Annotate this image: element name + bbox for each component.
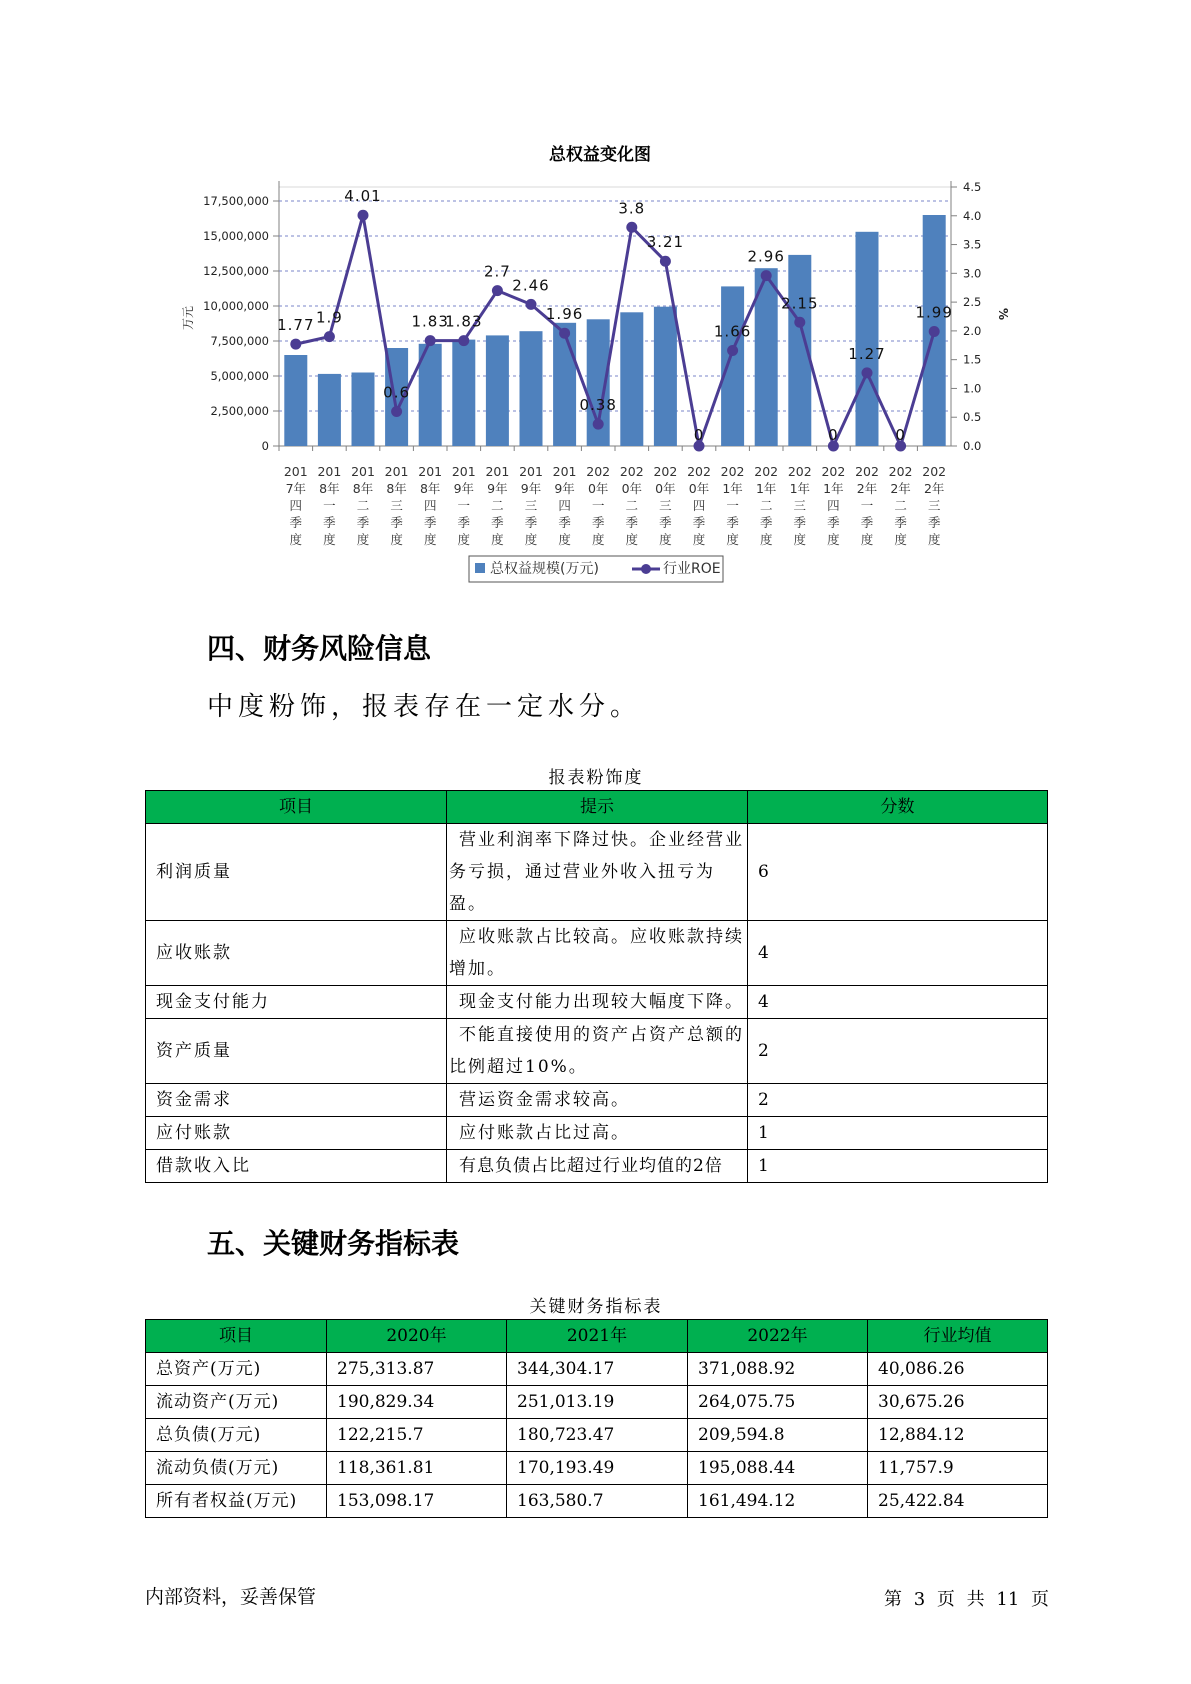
tip-cell: 营运资金需求较高。 bbox=[447, 1084, 748, 1117]
x-tick-label: 202 1年三季度 bbox=[787, 464, 812, 547]
x-tick-label: 201 7年四季度 bbox=[283, 464, 308, 547]
kpi-table bbox=[145, 1319, 1048, 1518]
tip-cell: 营业利润率下降过快。企业经营业务亏损，通过营业外收入扭亏为盈。 bbox=[447, 824, 748, 921]
x-tick-label: 201 8年二季度 bbox=[351, 464, 375, 547]
risk-summary-text: 中度粉饰，报表存在一定水分。 bbox=[207, 692, 642, 722]
header-cell: 提示 bbox=[447, 791, 748, 824]
roe-data-label: 2.46 bbox=[512, 276, 550, 295]
item-cell: 资产质量 bbox=[146, 1019, 447, 1084]
x-tick-label: 202 2年二季度 bbox=[888, 464, 913, 547]
y-tick-label-right: 3.0 bbox=[963, 266, 982, 281]
roe-point bbox=[492, 285, 503, 296]
roe-point bbox=[727, 345, 738, 356]
roe-data-label: 1.77 bbox=[277, 316, 315, 335]
roe-data-label: 0 bbox=[895, 426, 906, 444]
bar bbox=[553, 323, 576, 446]
footer-confidential-note: 内部资料，妥善保管 bbox=[145, 1586, 317, 1608]
item-cell: 总资产(万元) bbox=[146, 1353, 327, 1386]
roe-data-label: 0 bbox=[828, 426, 839, 444]
y-tick-label-right: 2.0 bbox=[963, 323, 982, 338]
y-axis-label-left: 万元 bbox=[181, 305, 195, 331]
x-tick-label: 201 9年一季度 bbox=[451, 464, 476, 547]
value-cell: 161,494.12 bbox=[688, 1485, 868, 1518]
y-tick-label-left: 10,000,000 bbox=[203, 299, 269, 313]
score-cell: 2 bbox=[748, 1019, 1048, 1084]
roe-point bbox=[458, 335, 469, 346]
roe-data-label: 1.83 bbox=[445, 312, 483, 331]
item-cell: 总负债(万元) bbox=[146, 1419, 327, 1452]
roe-point bbox=[626, 222, 637, 233]
roe-data-label: 1.27 bbox=[848, 344, 886, 363]
equity-chart bbox=[0, 0, 1191, 600]
table-row bbox=[146, 824, 1048, 921]
x-tick-label: 202 1年二季度 bbox=[754, 464, 779, 547]
risk-table-header-row bbox=[146, 791, 1048, 824]
x-tick-label: 202 2年一季度 bbox=[855, 464, 879, 547]
roe-data-label: 1.99 bbox=[915, 303, 953, 322]
roe-point bbox=[660, 256, 671, 267]
header-cell: 项目 bbox=[146, 1320, 327, 1353]
table-row bbox=[146, 1353, 1048, 1386]
item-cell: 资金需求 bbox=[146, 1084, 447, 1117]
x-tick-label: 202 1年一季度 bbox=[720, 464, 745, 547]
section-5-title: 五、关键财务指标表 bbox=[207, 1227, 460, 1260]
item-cell: 现金支付能力 bbox=[146, 986, 447, 1019]
value-cell: 209,594.8 bbox=[688, 1419, 868, 1452]
item-cell: 应收账款 bbox=[146, 921, 447, 986]
roe-data-label: 4.01 bbox=[344, 187, 382, 206]
header-cell: 分数 bbox=[748, 791, 1048, 824]
roe-data-label: 2.7 bbox=[483, 262, 511, 281]
roe-point bbox=[425, 335, 436, 346]
header-cell: 2022年 bbox=[688, 1320, 868, 1353]
x-tick-label: 202 2年三季度 bbox=[922, 464, 947, 547]
legend-line-label: 行业ROE bbox=[663, 561, 721, 577]
bar bbox=[654, 307, 677, 446]
value-cell: 153,098.17 bbox=[327, 1485, 507, 1518]
value-cell: 195,088.44 bbox=[688, 1452, 868, 1485]
score-cell: 6 bbox=[748, 824, 1048, 921]
kpi-table-header-row bbox=[146, 1320, 1048, 1353]
score-cell: 1 bbox=[748, 1117, 1048, 1150]
tip-cell: 应收账款占比较高。应收账款持续增加。 bbox=[447, 921, 748, 986]
x-tick-label: 202 1年四季度 bbox=[821, 464, 846, 547]
y-tick-label-right: 1.0 bbox=[963, 381, 982, 396]
y-tick-label-right: 2.5 bbox=[963, 295, 982, 310]
roe-data-label: 1.66 bbox=[713, 322, 752, 341]
roe-data-label: 3.8 bbox=[618, 199, 646, 218]
header-cell: 行业均值 bbox=[868, 1320, 1048, 1353]
roe-point bbox=[559, 328, 570, 339]
roe-point bbox=[794, 317, 805, 328]
value-cell: 12,884.12 bbox=[868, 1419, 1048, 1452]
roe-point bbox=[526, 299, 537, 310]
x-tick-label: 202 0年四季度 bbox=[687, 464, 711, 547]
risk-table bbox=[145, 790, 1048, 1183]
x-tick-label: 201 9年三季度 bbox=[519, 464, 543, 547]
x-tick-label: 201 8年三季度 bbox=[384, 464, 409, 547]
x-tick-label: 202 0年三季度 bbox=[653, 464, 678, 547]
section-4-title: 四、财务风险信息 bbox=[207, 632, 432, 665]
roe-point bbox=[391, 406, 402, 417]
roe-data-label: 2.15 bbox=[781, 294, 819, 313]
legend-bar-label: 总权益规模(万元) bbox=[490, 561, 599, 577]
roe-data-label: 2.96 bbox=[747, 247, 785, 266]
score-cell: 2 bbox=[748, 1084, 1048, 1117]
y-tick-label-right: 3.5 bbox=[963, 237, 982, 252]
table-row bbox=[146, 1150, 1048, 1183]
legend-bar-swatch bbox=[475, 563, 485, 573]
tip-cell: 现金支付能力出现较大幅度下降。 bbox=[447, 986, 748, 1019]
x-tick-label: 201 9年二季度 bbox=[485, 464, 510, 547]
bar bbox=[486, 335, 509, 446]
header-cell: 2020年 bbox=[327, 1320, 507, 1353]
y-tick-label-right: 0.5 bbox=[963, 410, 982, 425]
roe-data-label: 1.83 bbox=[411, 312, 449, 331]
roe-point bbox=[761, 270, 772, 281]
bar bbox=[721, 286, 744, 446]
value-cell: 371,088.92 bbox=[688, 1353, 868, 1386]
roe-data-label: 1.96 bbox=[545, 305, 584, 324]
roe-data-label: 3.21 bbox=[646, 233, 685, 252]
bar bbox=[856, 232, 879, 446]
bar bbox=[520, 331, 543, 446]
x-tick-label: 201 9年四季度 bbox=[552, 464, 577, 547]
y-tick-label-left: 0 bbox=[261, 439, 269, 453]
bar bbox=[452, 340, 475, 446]
roe-data-label: 0.6 bbox=[383, 383, 411, 402]
tip-cell: 有息负债占比超过行业均值的2倍 bbox=[447, 1150, 748, 1183]
item-cell: 流动负债(万元) bbox=[146, 1452, 327, 1485]
score-cell: 1 bbox=[748, 1150, 1048, 1183]
legend-line-marker bbox=[641, 564, 651, 574]
risk-table-caption: 报表粉饰度 bbox=[548, 768, 644, 788]
table-row bbox=[146, 1084, 1048, 1117]
roe-point bbox=[290, 339, 301, 350]
chart-title: 总权益变化图 bbox=[549, 145, 651, 165]
item-cell: 应付账款 bbox=[146, 1117, 447, 1150]
value-cell: 190,829.34 bbox=[327, 1386, 507, 1419]
y-tick-label-right: 4.0 bbox=[963, 208, 982, 223]
table-row bbox=[146, 1419, 1048, 1452]
score-cell: 4 bbox=[748, 921, 1048, 986]
y-tick-label-right: 4.5 bbox=[963, 180, 982, 194]
value-cell: 163,580.7 bbox=[507, 1485, 688, 1518]
value-cell: 180,723.47 bbox=[507, 1419, 688, 1452]
tip-cell: 不能直接使用的资产占资产总额的比例超过10%。 bbox=[447, 1019, 748, 1084]
table-row bbox=[146, 1386, 1048, 1419]
item-cell: 利润质量 bbox=[146, 824, 447, 921]
header-cell: 项目 bbox=[146, 791, 447, 824]
y-tick-label-left: 15,000,000 bbox=[203, 229, 269, 243]
x-tick-label: 202 0年一季度 bbox=[586, 464, 611, 547]
value-cell: 122,215.7 bbox=[327, 1419, 507, 1452]
bar bbox=[284, 355, 307, 446]
table-row bbox=[146, 921, 1048, 986]
roe-point bbox=[593, 419, 604, 430]
item-cell: 所有者权益(万元) bbox=[146, 1485, 327, 1518]
table-row bbox=[146, 1117, 1048, 1150]
table-row bbox=[146, 1452, 1048, 1485]
value-cell: 11,757.9 bbox=[868, 1452, 1048, 1485]
score-cell: 4 bbox=[748, 986, 1048, 1019]
roe-point bbox=[929, 326, 940, 337]
roe-point bbox=[324, 331, 335, 342]
value-cell: 40,086.26 bbox=[868, 1353, 1048, 1386]
x-tick-label: 201 8年一季度 bbox=[317, 464, 342, 547]
value-cell: 25,422.84 bbox=[868, 1485, 1048, 1518]
roe-point bbox=[862, 367, 873, 378]
value-cell: 264,075.75 bbox=[688, 1386, 868, 1419]
bar bbox=[620, 312, 643, 446]
item-cell: 借款收入比 bbox=[146, 1150, 447, 1183]
value-cell: 118,361.81 bbox=[327, 1452, 507, 1485]
roe-data-label: 0 bbox=[693, 426, 705, 444]
tip-cell: 应付账款占比过高。 bbox=[447, 1117, 748, 1150]
y-tick-label-left: 2,500,000 bbox=[210, 404, 269, 418]
item-cell: 流动资产(万元) bbox=[146, 1386, 327, 1419]
bar bbox=[318, 374, 341, 446]
y-tick-label-left: 12,500,000 bbox=[203, 264, 269, 278]
y-tick-label-right: 0.0 bbox=[963, 439, 982, 453]
value-cell: 275,313.87 bbox=[327, 1353, 507, 1386]
value-cell: 344,304.17 bbox=[507, 1353, 688, 1386]
table-row bbox=[146, 1019, 1048, 1084]
x-tick-label: 201 8年四季度 bbox=[418, 464, 443, 547]
y-tick-label-right: 1.5 bbox=[963, 352, 982, 367]
y-axis-label-right: % bbox=[996, 307, 1010, 321]
x-tick-label: 202 0年二季度 bbox=[619, 464, 644, 547]
roe-point bbox=[358, 210, 369, 221]
header-cell: 2021年 bbox=[507, 1320, 688, 1353]
kpi-table-caption: 关键财务指标表 bbox=[529, 1297, 663, 1317]
y-tick-label-left: 7,500,000 bbox=[210, 334, 269, 348]
value-cell: 30,675.26 bbox=[868, 1386, 1048, 1419]
value-cell: 251,013.19 bbox=[507, 1386, 688, 1419]
roe-data-label: 1.9 bbox=[315, 308, 343, 327]
table-row bbox=[146, 986, 1048, 1019]
y-tick-label-left: 17,500,000 bbox=[203, 194, 269, 208]
y-tick-label-left: 5,000,000 bbox=[210, 369, 269, 383]
value-cell: 170,193.49 bbox=[507, 1452, 688, 1485]
roe-data-label: 0.38 bbox=[579, 396, 617, 415]
footer-page-number: 第 3 页 共 11 页 bbox=[884, 1589, 1049, 1610]
table-row bbox=[146, 1485, 1048, 1518]
bar bbox=[352, 373, 375, 447]
